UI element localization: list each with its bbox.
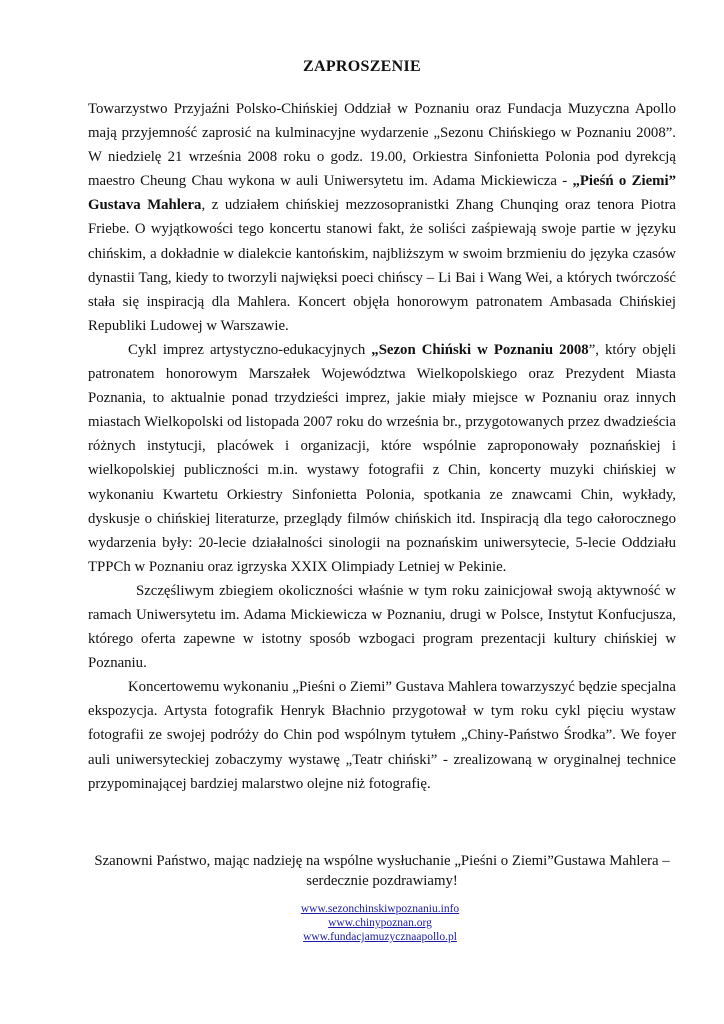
paragraph-concert (88, 97, 676, 338)
paragraph-season-bold: „Sezon Chiński w Poznaniu 2008 (371, 341, 589, 358)
paragraph-concert-bold: „Pieśń o Ziemi” Gustava Mahlera (88, 173, 676, 214)
paragraph-concert-text-2: , z udziałem chińskiej mezzosopranistki Zhang Chunqing oraz tenora Piotra Friebe. O wyjątkowości tego koncertu stanowi fakt, że soliści zaśpiewają swoje partie w języku chińskim, a dokładnie w dialekcie kantońskim, najbliższym w swoim brzmieniu do języka czasów dynastii Tang, kiedy to tworzyli najwięksi poeci chińscy – Li Bai i Wang Wei, a których twórczość stała się inspiracją dla Mahlera. Koncert objęła honorowym patronatem Ambasada Chińskiej Republiki Ludowej w Warszawie. (88, 197, 676, 334)
website-links (0, 902, 724, 944)
page-title: ZAPROSZENIE (303, 58, 421, 75)
paragraph-season (88, 338, 676, 579)
letter-body (88, 97, 676, 796)
paragraph-concert-text-1: Towarzystwo Przyjaźni Polsko-Chińskiej Oddział w Poznaniu oraz Fundacja Muzyczna Apollo mają przyjemność zaprosić na kulminacyjne wydarzenie „Sezonu Chińskiego w Poznaniu 2008”. W niedzielę 21 września 2008 roku o godz. 19.00, Orkiestra Sinfonietta Polonia pod dyrekcją maestro Cheung Chau wykona w auli Uniwersytetu im. Adama Mickiewicza - (88, 101, 676, 190)
paragraph-season-text-1: Cykl imprez artystyczno-edukacyjnych (128, 341, 372, 358)
paragraph-confucius: Szczęśliwym zbiegiem okoliczności właśnie w tym roku zainicjował swoją aktywność w ramach Uniwersytetu im. Adama Mickiewicza w Poznaniu, drugi w Polsce, Instytut Konfucjusza, którego oferta zapewne w istotny sposób wzbogaci program prezentacji kultury chińskiej w Poznaniu. (88, 582, 676, 672)
link-chiny-poznan[interactable]: www.chinypoznan.org (328, 917, 432, 929)
paragraph-season-text-2: ”, który objęli patronatem honorowym Marszałek Województwa Wielkopolskiego oraz Prezydent Miasta Poznania, to aktualnie ponad trzydzieści imprez, jakie miały miejsce w Poznaniu oraz innych miastach Wielkopolski od listopada 2007 roku do września br., przygotowanych przez dwadzieścia różnych instytucji, placówek i organizacji, które wspólnie zaproponowały poznańskiej i wielkopolskiej publiczności m.in. wystawy fotografii z Chin, koncerty muzyki chińskiej w wykonaniu Kwartetu Orkiestry Sinfonietta Polonia, spotkania ze znawcami Chin, wykłady, dyskusje o chińskiej literaturze, przeglądy filmów chińskich itd. Inspiracją dla tego całorocznego wydarzenia były: 20-lecie działalności sinologii na poznańskim uniwersytecie, 5-lecie Oddziału TPPCh w Poznaniu oraz igrzyska XXIX Olimpiady Letniej w Pekinie. (88, 341, 676, 575)
link-fundacja-apollo[interactable]: www.fundacjamuzycznaapollo.pl (303, 931, 457, 943)
paragraph-exhibition: Koncertowemu wykonaniu „Pieśni o Ziemi” Gustava Mahlera towarzyszyć będzie specjalna ekspozycja. Artysta fotografik Henryk Błachnio przygotował w tym roku cykl pięciu wystaw fotografii ze swojej podróży do Chin pod wspólnym tytułem „Chiny-Państwo Środka”. We foyer auli uniwersyteckiej zobaczymy wystawę „Teatr chiński” - zrealizowaną w oryginalnej technice przypominającej bardziej malarstwo olejne niż fotografię. (88, 679, 676, 792)
link-sezon-chinski[interactable]: www.sezonchinskiwpoznaniu.info (300, 903, 460, 915)
closing-greeting: Szanowni Państwo, mając nadzieję na wspólne wysłuchanie „Pieśni o Ziemi”Gustawa Mahlera – serdecznie pozdrawiamy! (94, 853, 670, 889)
